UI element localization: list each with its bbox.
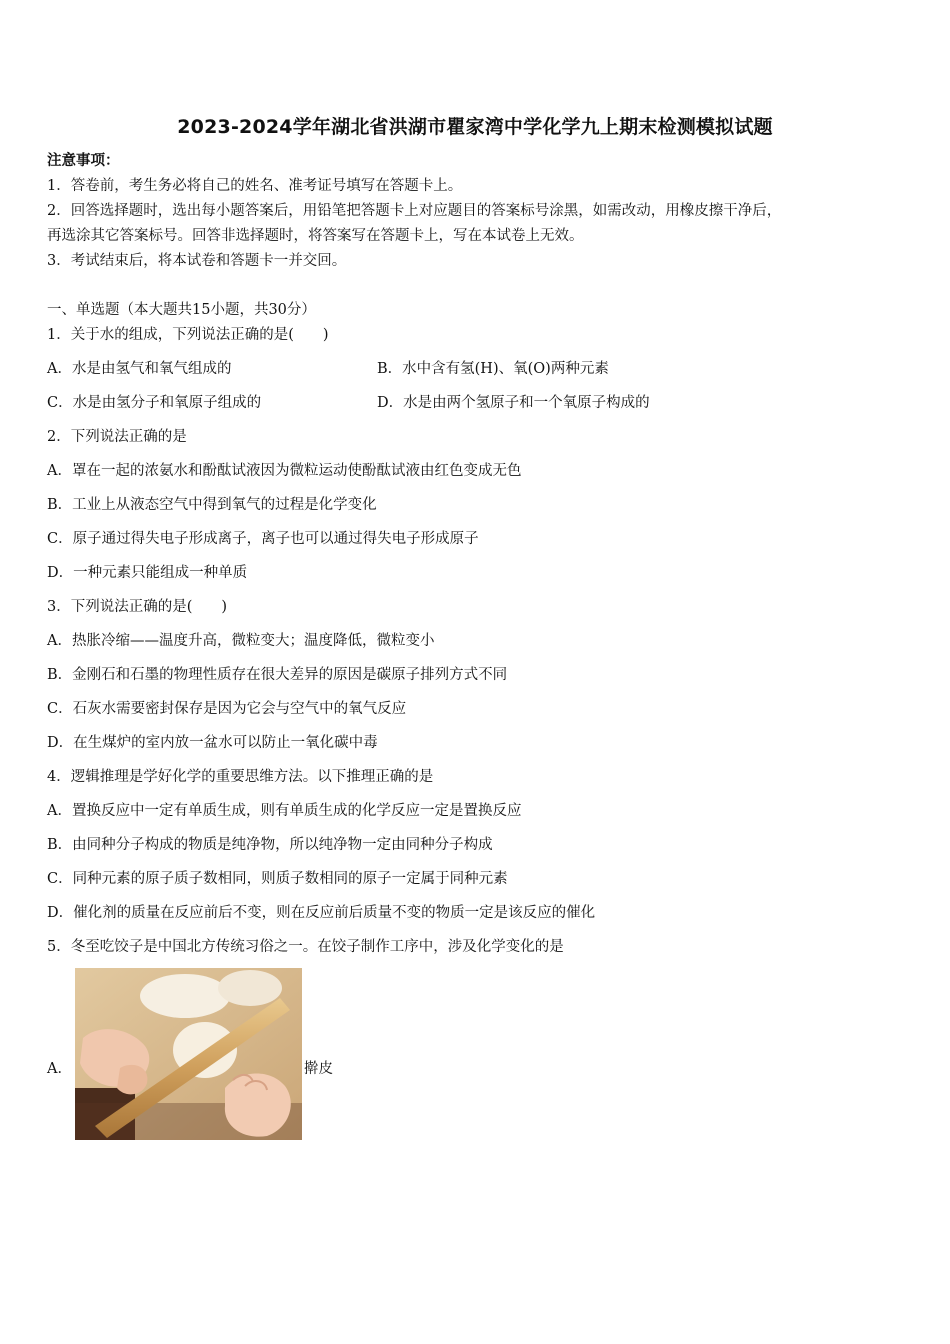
exam-title: 2023-2024学年湖北省洪湖市瞿家湾中学化学九上期末检测模拟试题 <box>177 116 773 138</box>
question-3-stem: 3．下列说法正确的是( ) <box>47 599 228 615</box>
notice-item-2-cont: 再选涂其它答案标号。回答非选择题时，将答案写在答题卡上，写在本试卷上无效。 <box>47 228 584 244</box>
question-5-option-a-text: 擀皮 <box>304 1061 333 1077</box>
question-1-option-c: C．水是由氢分子和氧原子组成的 <box>47 395 262 411</box>
question-2-option-b: B．工业上从液态空气中得到氧气的过程是化学变化 <box>47 497 377 513</box>
question-2-option-d: D．一种元素只能组成一种单质 <box>47 565 248 581</box>
question-2-option-a: A．罩在一起的浓氨水和酚酞试液因为微粒运动使酚酞试液由红色变成无色 <box>47 463 522 479</box>
question-3-option-c: C．石灰水需要密封保存是因为它会与空气中的氧气反应 <box>47 701 407 717</box>
question-1-option-d: D．水是由两个氢原子和一个氧原子构成的 <box>377 395 650 411</box>
question-3-option-a: A．热胀冷缩——温度升高，微粒变大；温度降低，微粒变小 <box>47 633 435 649</box>
question-3-option-b: B．金刚石和石墨的物理性质存在很大差异的原因是碳原子排列方式不同 <box>47 667 508 683</box>
question-5-stem: 5．冬至吃饺子是中国北方传统习俗之一。在饺子制作工序中，涉及化学变化的是 <box>47 939 564 955</box>
question-4-option-c: C．同种元素的原子质子数相同，则质子数相同的原子一定属于同种元素 <box>47 871 508 887</box>
notice-item-3: 3．考试结束后，将本试卷和答题卡一并交回。 <box>47 253 347 269</box>
question-4-option-d: D．催化剂的质量在反应前后不变，则在反应前后质量不变的物质一定是该反应的催化 <box>47 905 596 921</box>
notice-heading: 注意事项： <box>47 152 120 169</box>
question-1-option-a: A．水是由氢气和氧气组成的 <box>47 361 232 377</box>
question-3-option-d: D．在生煤炉的室内放一盆水可以防止一氧化碳中毒 <box>47 735 378 751</box>
question-4-option-a: A．置换反应中一定有单质生成，则有单质生成的化学反应一定是置换反应 <box>47 803 522 819</box>
notice-item-2: 2．回答选择题时，选出每小题答案后，用铅笔把答题卡上对应题目的答案标号涂黑，如需改动，用橡皮擦干净后， <box>47 203 782 219</box>
question-4-stem: 4．逻辑推理是学好化学的重要思维方法。以下推理正确的是 <box>47 769 434 785</box>
question-1-option-b: B．水中含有氢(H)、氧(O)两种元素 <box>377 361 609 377</box>
notice-item-1: 1．答卷前，考生务必将自己的姓名、准考证号填写在答题卡上。 <box>47 178 463 194</box>
question-1-stem: 1．关于水的组成，下列说法正确的是( ) <box>47 327 329 343</box>
question-4-option-b: B．由同种分子构成的物质是纯净物，所以纯净物一定由同种分子构成 <box>47 837 493 853</box>
section-heading: 一、单选题（本大题共15小题，共30分） <box>47 302 316 318</box>
question-2-option-c: C．原子通过得失电子形成离子，离子也可以通过得失电子形成原子 <box>47 531 479 547</box>
rolling-dough-photo <box>75 968 302 1140</box>
question-2-stem: 2．下列说法正确的是 <box>47 429 187 445</box>
question-5-option-a-label: A． <box>47 1061 72 1077</box>
